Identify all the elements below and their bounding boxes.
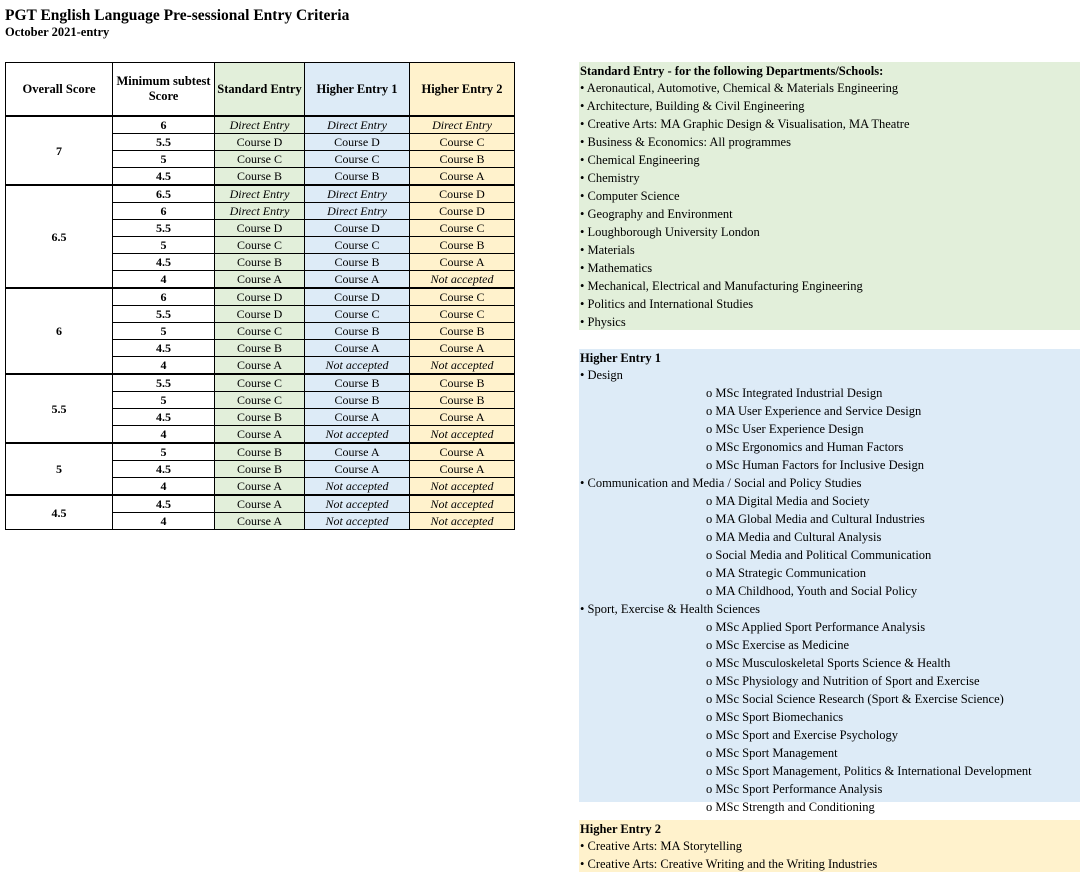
overall-score-cell: 7 [6, 116, 113, 185]
programme-item: o MA Strategic Communication [706, 566, 867, 580]
department-item: • Design [580, 368, 623, 382]
subtest-score-cell: 6 [113, 288, 215, 306]
header-higher-entry-1: Higher Entry 1 [305, 63, 410, 117]
department-item: • Communication and Media / Social and Policy Studies [580, 476, 862, 490]
subtest-score-cell: 4.5 [113, 168, 215, 186]
department-item: • Creative Arts: MA Graphic Design & Visualisation, MA Theatre [580, 117, 910, 131]
programme-item: o MSc Musculoskeletal Sports Science & Health [706, 656, 951, 670]
subtest-score-cell: 4 [113, 357, 215, 375]
subtest-score-cell: 4.5 [113, 461, 215, 478]
subtest-score-cell: 4.5 [113, 495, 215, 513]
table-row [6, 116, 515, 134]
programme-item: o MA User Experience and Service Design [706, 404, 922, 418]
department-item: • Loughborough University London [580, 225, 760, 239]
department-item: • Chemistry [580, 171, 640, 185]
higher-entry-2-cell: Course C [410, 288, 515, 306]
standard-entry-cell: Course A [215, 495, 305, 513]
subtest-score-cell: 4 [113, 271, 215, 289]
department-item: • Sport, Exercise & Health Sciences [580, 602, 761, 616]
programme-item: o MSc Sport Performance Analysis [706, 782, 883, 796]
overall-score-cell: 4.5 [6, 495, 113, 530]
subtest-score-cell: 4.5 [113, 340, 215, 357]
standard-entry-list [579, 79, 1080, 331]
higher-entry-2-cell: Course A [410, 254, 515, 271]
standard-entry-title: Standard Entry - for the following Departments/Schools: [580, 64, 884, 78]
programme-item: o Social Media and Political Communication [706, 548, 932, 562]
subtest-score-cell: 6 [113, 116, 215, 134]
standard-entry-cell: Course C [215, 374, 305, 392]
programme-item: o MSc Physiology and Nutrition of Sport and Exercise [706, 674, 980, 688]
standard-entry-cell: Course B [215, 340, 305, 357]
standard-entry-cell: Course A [215, 271, 305, 289]
higher-entry-2-cell: Not accepted [410, 513, 515, 530]
programme-item: o MSc Ergonomics and Human Factors [706, 440, 904, 454]
programme-item: o MSc Sport Management [706, 746, 838, 760]
higher-entry-1-cell: Course B [305, 374, 410, 392]
higher-entry-1-cell: Course C [305, 306, 410, 323]
higher-entry-1-cell: Course B [305, 392, 410, 409]
table-row [6, 374, 515, 392]
table-body [6, 116, 515, 530]
higher-entry-1-cell: Course B [305, 323, 410, 340]
programme-item: o MSc Human Factors for Inclusive Design [706, 458, 925, 472]
standard-entry-cell: Course C [215, 323, 305, 340]
subtest-score-cell: 4.5 [113, 254, 215, 271]
higher-entry-1-cell: Course A [305, 271, 410, 289]
higher-entry-2-cell: Course B [410, 151, 515, 168]
programme-item: o MSc Applied Sport Performance Analysis [706, 620, 926, 634]
programme-item: o MSc Sport Biomechanics [706, 710, 844, 724]
subtest-score-cell: 5 [113, 443, 215, 461]
subtest-score-cell: 5 [113, 323, 215, 340]
standard-entry-cell: Course A [215, 426, 305, 444]
higher-entry-2-cell: Course B [410, 374, 515, 392]
higher-entry-2-cell: Course A [410, 340, 515, 357]
department-item: • Politics and International Studies [580, 297, 754, 311]
higher-entry-1-cell: Not accepted [305, 478, 410, 496]
standard-entry-cell: Course C [215, 392, 305, 409]
header-higher-entry-2: Higher Entry 2 [410, 63, 515, 117]
department-item: • Aeronautical, Automotive, Chemical & Materials Engineering [580, 81, 899, 95]
overall-score-cell: 6 [6, 288, 113, 374]
subtest-score-cell: 6.5 [113, 185, 215, 203]
higher-entry-1-cell: Course B [305, 254, 410, 271]
department-item: • Architecture, Building & Civil Engineering [580, 99, 805, 113]
standard-entry-cell: Direct Entry [215, 116, 305, 134]
standard-entry-cell: Course C [215, 151, 305, 168]
higher-entry-1-cell: Not accepted [305, 495, 410, 513]
higher-entry-2-cell: Course C [410, 306, 515, 323]
higher-entry-1-cell: Not accepted [305, 513, 410, 530]
header-overall-score: Overall Score [6, 63, 113, 117]
subtest-score-cell: 5 [113, 237, 215, 254]
standard-entry-cell: Course C [215, 237, 305, 254]
higher-entry-2-cell: Direct Entry [410, 116, 515, 134]
department-item: • Chemical Engineering [580, 153, 700, 167]
higher-entry-1-cell: Course A [305, 340, 410, 357]
higher-entry-2-title: Higher Entry 2 [580, 822, 662, 836]
higher-entry-2-cell: Course C [410, 220, 515, 237]
overall-score-cell: 6.5 [6, 185, 113, 288]
department-item: • Geography and Environment [580, 207, 733, 221]
department-item: • Materials [580, 243, 635, 257]
table-row [6, 185, 515, 203]
department-item: • Physics [580, 315, 626, 329]
higher-entry-1-cell: Course D [305, 220, 410, 237]
header-minimum-subtest-score: Minimum subtest Score [113, 63, 215, 117]
table-header-row [6, 63, 515, 117]
standard-entry-cell: Course A [215, 357, 305, 375]
standard-entry-cell: Course D [215, 306, 305, 323]
overall-score-cell: 5 [6, 443, 113, 495]
higher-entry-1-cell: Course A [305, 461, 410, 478]
standard-entry-cell: Course B [215, 254, 305, 271]
programme-item: o MSc Sport and Exercise Psychology [706, 728, 898, 742]
higher-entry-1-cell: Course A [305, 443, 410, 461]
higher-entry-1-cell: Course C [305, 151, 410, 168]
higher-entry-2-cell: Not accepted [410, 426, 515, 444]
standard-entry-cell: Course B [215, 168, 305, 186]
subtest-score-cell: 4 [113, 426, 215, 444]
standard-entry-cell: Course D [215, 288, 305, 306]
subtest-score-cell: 5 [113, 151, 215, 168]
higher-entry-2-cell: Not accepted [410, 495, 515, 513]
higher-entry-1-cell: Direct Entry [305, 203, 410, 220]
department-item: • Business & Economics: All programmes [580, 135, 791, 149]
standard-entry-panel [579, 62, 1080, 330]
higher-entry-1-cell: Course D [305, 134, 410, 151]
subtest-score-cell: 4 [113, 513, 215, 530]
programme-item: o MSc Strength and Conditioning [706, 800, 875, 814]
higher-entry-2-panel [579, 820, 1080, 872]
higher-entry-1-list [579, 366, 1080, 816]
standard-entry-cell: Course A [215, 513, 305, 530]
subtest-score-cell: 5.5 [113, 134, 215, 151]
higher-entry-2-cell: Course A [410, 443, 515, 461]
subtest-score-cell: 5.5 [113, 220, 215, 237]
standard-entry-cell: Course B [215, 461, 305, 478]
standard-entry-cell: Course D [215, 220, 305, 237]
programme-item: o MSc Social Science Research (Sport & Exercise Science) [706, 692, 1004, 706]
department-item: • Mathematics [580, 261, 653, 275]
higher-entry-2-cell: Course B [410, 392, 515, 409]
standard-entry-cell: Course A [215, 478, 305, 496]
entry-criteria-table [5, 62, 515, 530]
higher-entry-1-cell: Course A [305, 409, 410, 426]
higher-entry-2-cell: Not accepted [410, 478, 515, 496]
higher-entry-1-cell: Course D [305, 288, 410, 306]
higher-entry-1-cell: Course B [305, 168, 410, 186]
higher-entry-1-cell: Direct Entry [305, 185, 410, 203]
higher-entry-2-cell: Course C [410, 134, 515, 151]
higher-entry-1-cell: Course C [305, 237, 410, 254]
table-row [6, 443, 515, 461]
page-subtitle: October 2021-entry [5, 25, 110, 39]
programme-item: o MSc Integrated Industrial Design [706, 386, 883, 400]
standard-entry-cell: Direct Entry [215, 185, 305, 203]
subtest-score-cell: 5 [113, 392, 215, 409]
subtest-score-cell: 5.5 [113, 374, 215, 392]
higher-entry-2-list [579, 837, 1080, 873]
standard-entry-cell: Direct Entry [215, 203, 305, 220]
department-item: • Creative Arts: MA Storytelling [580, 839, 743, 853]
department-item: • Creative Arts: Creative Writing and the Writing Industries [580, 857, 878, 871]
department-item: • Mechanical, Electrical and Manufacturing Engineering [580, 279, 863, 293]
programme-item: o MSc User Experience Design [706, 422, 864, 436]
subtest-score-cell: 4.5 [113, 409, 215, 426]
subtest-score-cell: 4 [113, 478, 215, 496]
higher-entry-1-cell: Not accepted [305, 426, 410, 444]
programme-item: o MSc Sport Management, Politics & International Development [706, 764, 1032, 778]
higher-entry-2-cell: Not accepted [410, 357, 515, 375]
higher-entry-2-cell: Course A [410, 461, 515, 478]
higher-entry-2-cell: Course A [410, 168, 515, 186]
standard-entry-cell: Course B [215, 409, 305, 426]
higher-entry-1-title: Higher Entry 1 [580, 351, 662, 365]
higher-entry-2-cell: Course B [410, 323, 515, 340]
higher-entry-2-cell: Course D [410, 185, 515, 203]
higher-entry-1-panel [579, 349, 1080, 814]
department-item: • Computer Science [580, 189, 680, 203]
higher-entry-1-cell: Not accepted [305, 357, 410, 375]
overall-score-cell: 5.5 [6, 374, 113, 443]
higher-entry-2-cell: Not accepted [410, 271, 515, 289]
programme-item: o MSc Exercise as Medicine [706, 638, 850, 652]
programme-item: o MA Digital Media and Society [706, 494, 870, 508]
table-row [6, 495, 515, 513]
higher-entry-1-cell: Direct Entry [305, 116, 410, 134]
higher-entry-2-cell: Course D [410, 203, 515, 220]
standard-entry-cell: Course D [215, 134, 305, 151]
subtest-score-cell: 6 [113, 203, 215, 220]
programme-item: o MA Media and Cultural Analysis [706, 530, 882, 544]
programme-item: o MA Childhood, Youth and Social Policy [706, 584, 918, 598]
higher-entry-2-cell: Course A [410, 409, 515, 426]
table-row [6, 288, 515, 306]
subtest-score-cell: 5.5 [113, 306, 215, 323]
header-standard-entry: Standard Entry [215, 63, 305, 117]
programme-item: o MA Global Media and Cultural Industries [706, 512, 925, 526]
higher-entry-2-cell: Course B [410, 237, 515, 254]
page-title: PGT English Language Pre-sessional Entry Criteria [5, 7, 350, 24]
standard-entry-cell: Course B [215, 443, 305, 461]
